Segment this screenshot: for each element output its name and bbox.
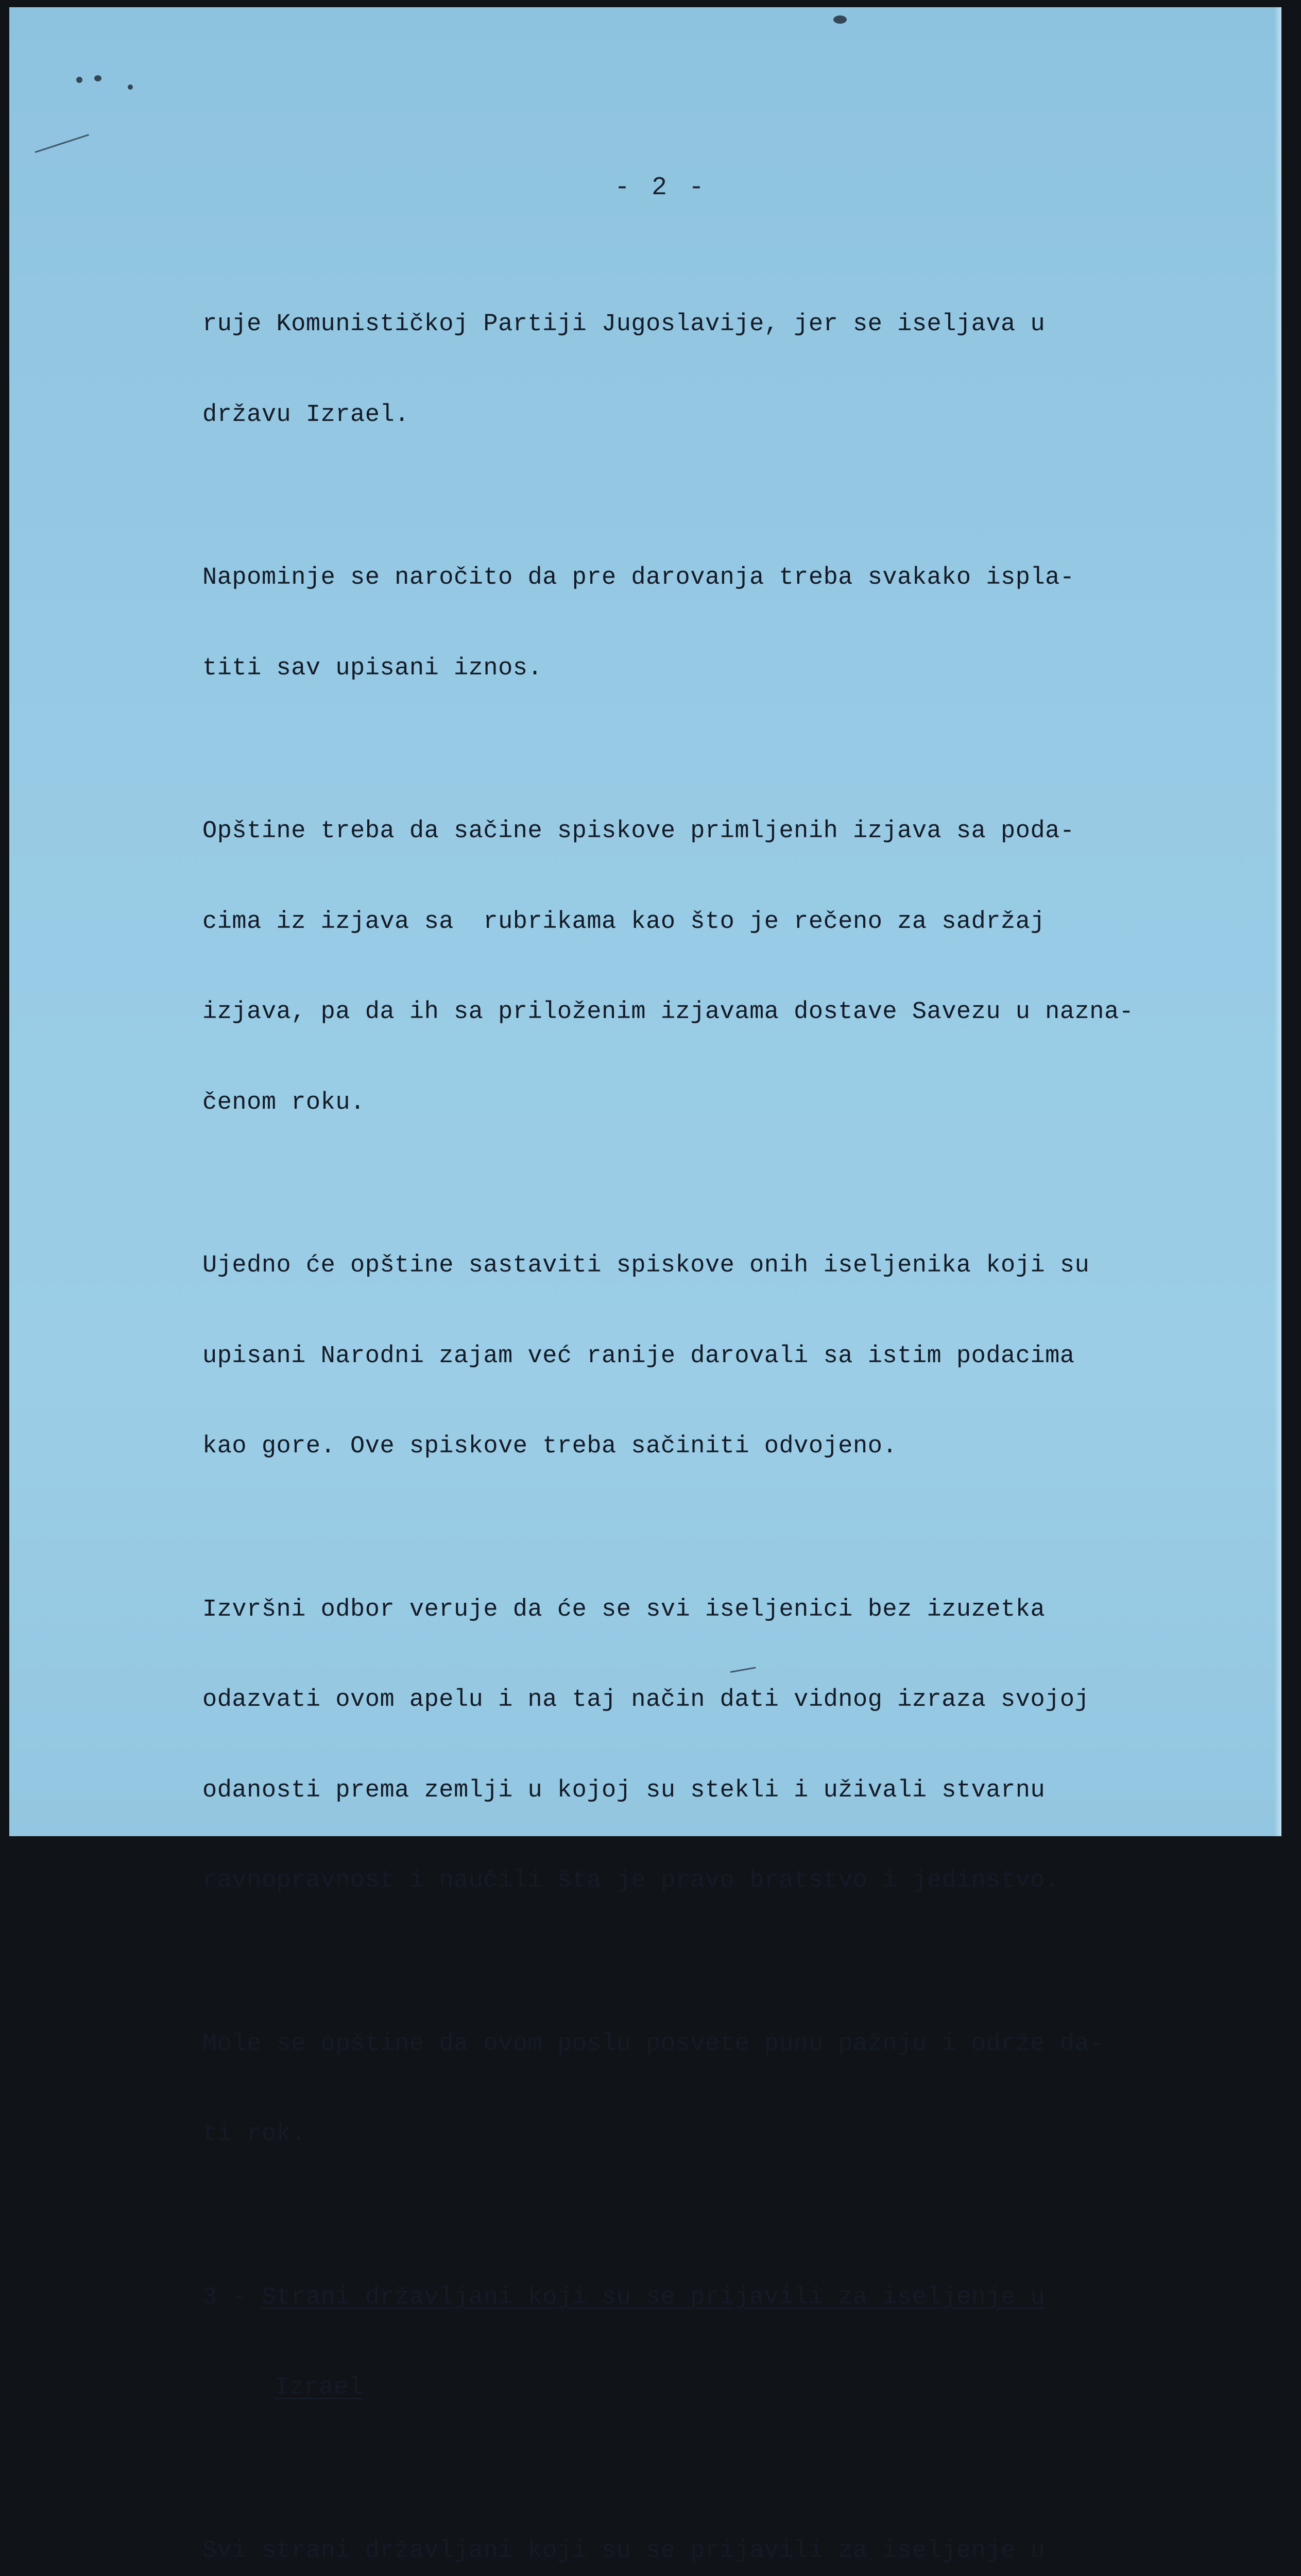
page-edge bbox=[1274, 7, 1281, 1836]
scan-mark bbox=[833, 15, 847, 24]
section-title-continued: Izrael bbox=[275, 2374, 363, 2401]
section-heading bbox=[202, 2223, 1227, 2464]
text-line: ruje Komunističkoj Partiji Jugoslavije, jer se iseljava u bbox=[202, 310, 1227, 340]
text-line: odanosti prema zemlji u kojoj su stekli i uživali stvarnu bbox=[202, 1776, 1227, 1806]
intro-paragraphs bbox=[202, 249, 1227, 2210]
text-line: Svi strani državljani koji su se prijavili za iseljenje u bbox=[202, 2536, 1227, 2567]
text-line: odazvati ovom apelu i na taj način dati vidnog izraza svojoj bbox=[202, 1685, 1227, 1716]
text-line: državu Izrael. bbox=[202, 400, 1227, 431]
paragraph bbox=[202, 2476, 1227, 2576]
section-3 bbox=[202, 2223, 1227, 2576]
text-line: Opštine treba da sačine spiskove primljenih izjava sa poda- bbox=[202, 817, 1227, 847]
document-page bbox=[9, 7, 1281, 1836]
paragraph bbox=[202, 1535, 1227, 1957]
text-line: čenom roku. bbox=[202, 1088, 1227, 1118]
section-title: Strani državljani koji su se prijavili za iseljenje u bbox=[262, 2284, 1045, 2311]
heading-line bbox=[202, 2373, 1227, 2403]
text-line: izjava, pa da ih sa priloženim izjavama dostave Savezu u nazna- bbox=[202, 997, 1227, 1028]
text-line: Mole se opštine da ovom poslu posvete punu pažnju i održe da- bbox=[202, 2029, 1227, 2060]
text-line: titi sav upisani iznos. bbox=[202, 654, 1227, 684]
section-number: 3 - bbox=[202, 2283, 247, 2313]
text-line: Napominje se naročito da pre darovanja treba svakako ispla- bbox=[202, 563, 1227, 594]
scan-mark bbox=[76, 77, 82, 83]
text-line: Ujedno će opštine sastaviti spiskove onih iseljenika koji su bbox=[202, 1251, 1227, 1281]
paragraph bbox=[202, 249, 1227, 490]
page-number: - 2 - bbox=[9, 173, 1281, 202]
text-line: ravnopravnost i naučili šta je pravo bratstvo i jedinstvo. bbox=[202, 1866, 1227, 1896]
heading-line bbox=[202, 2283, 1227, 2313]
paragraph bbox=[202, 1191, 1227, 1522]
text-line: kao gore. Ove spiskove treba sačiniti odvojeno. bbox=[202, 1432, 1227, 1462]
scan-mark bbox=[128, 84, 133, 90]
paragraph bbox=[202, 503, 1227, 744]
document-body bbox=[202, 249, 1227, 2576]
scan-mark bbox=[94, 75, 101, 81]
paragraph bbox=[202, 1969, 1227, 2210]
text-line: cima iz izjava sa rubrikama kao što je rečeno za sadržaj bbox=[202, 907, 1227, 938]
text-line: ti rok. bbox=[202, 2120, 1227, 2150]
text-line: Izvršni odbor veruje da će se svi iseljenici bez izuzetka bbox=[202, 1595, 1227, 1625]
paragraph bbox=[202, 756, 1227, 1178]
pen-stroke bbox=[35, 134, 90, 153]
text-line: upisani Narodni zajam već ranije darovali sa istim podacima bbox=[202, 1342, 1227, 1372]
